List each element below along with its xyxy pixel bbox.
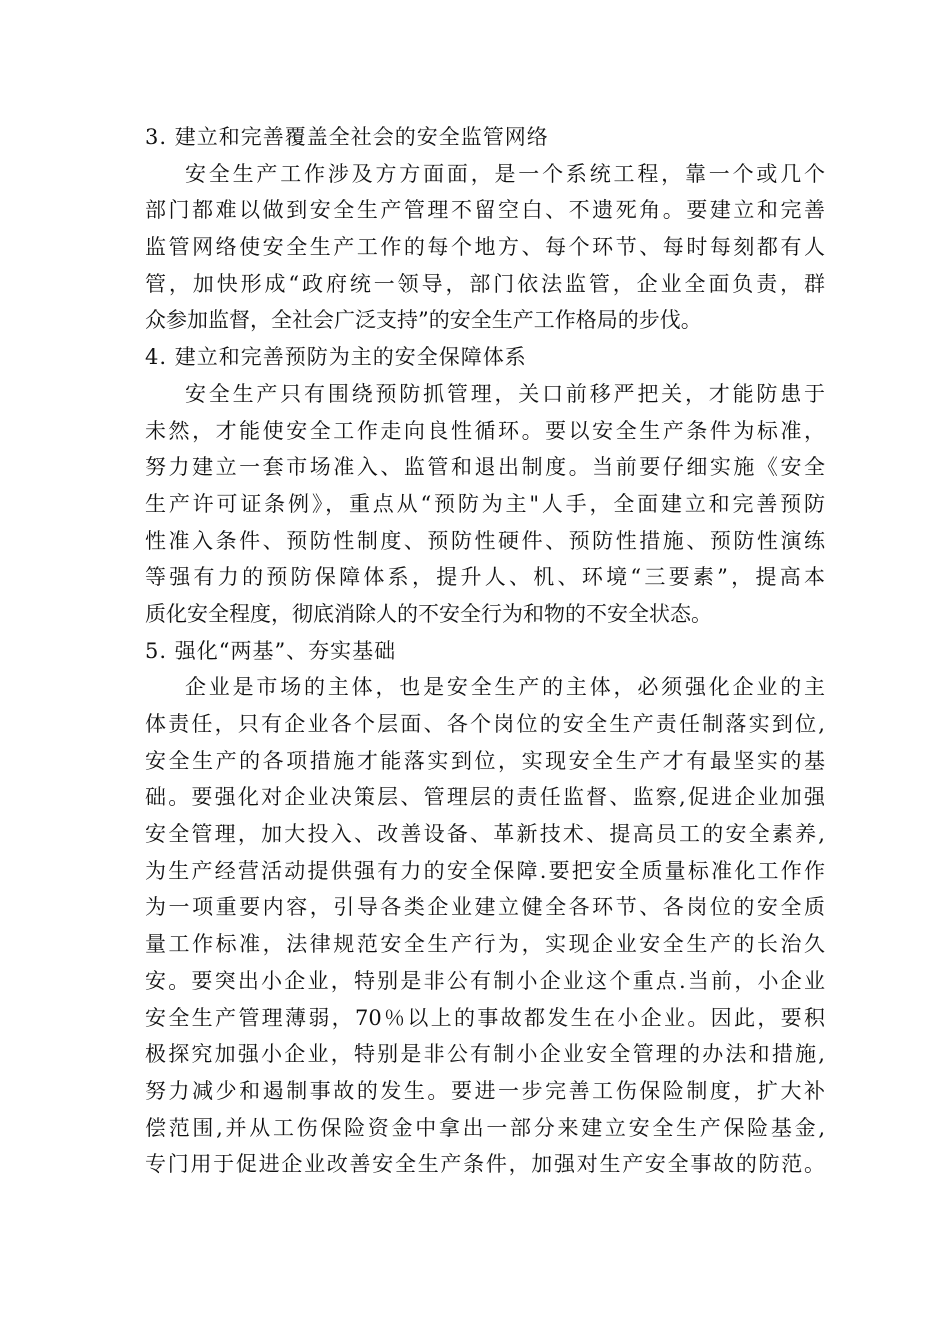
paragraph-line: 专门用于促进企业改善安全生产条件，加强对生产安全事故的防范。 xyxy=(145,1152,825,1177)
paragraph-line: 安全生产管理薄弱，70％以上的事故都发生在小企业。因此，要积 xyxy=(145,1005,825,1030)
paragraph-line: 偿范围,并从工伤保险资金中拿出一部分来建立安全生产保险基金, xyxy=(145,1115,825,1140)
paragraph-line: 努力建立一套市场准入、监管和退出制度。当前要仔细实施《安全 xyxy=(145,455,825,480)
paragraph-line: 性准入条件、预防性制度、预防性硬件、预防性措施、预防性演练 xyxy=(145,528,825,553)
paragraph-line: 企业是市场的主体，也是安全生产的主体，必须强化企业的主 xyxy=(185,675,825,700)
paragraph-line: 生产许可证条例》，重点从“预防为主"人手，全面建立和完善预防 xyxy=(145,491,825,516)
paragraph-line: 安全生产的各项措施才能落实到位，实现安全生产才有最坚实的基 xyxy=(145,748,825,773)
paragraph-line: 努力减少和遏制事故的发生。要进一步完善工伤保险制度，扩大补 xyxy=(145,1078,825,1103)
paragraph-line: 监管网络使安全生产工作的每个地方、每个环节、每时每刻都有人 xyxy=(145,235,825,260)
paragraph-line: 等强有力的预防保障体系，提升人、机、环境“三要素”，提高本 xyxy=(145,565,825,590)
paragraph-line: 为一项重要内容，引导各类企业建立健全各环节、各岗位的安全质 xyxy=(145,895,825,920)
paragraph-line: 极探究加强小企业，特别是非公有制小企业安全管理的办法和措施, xyxy=(145,1042,825,1067)
paragraph-line: 部门都难以做到安全生产管理不留空白、不遗死角。要建立和完善 xyxy=(145,198,825,223)
paragraph-line: 安全生产只有围绕预防抓管理，关口前移严把关，才能防患于 xyxy=(185,381,825,406)
paragraph-line: 管，加快形成“政府统一领导，部门依法监管，企业全面负责，群 xyxy=(145,271,825,296)
paragraph-line: 量工作标准，法律规范安全生产行为，实现企业安全生产的长治久 xyxy=(145,932,825,957)
paragraph-line: 众参加监督，全社会广泛支持”的安全生产工作格局的步伐。 xyxy=(145,308,702,333)
paragraph-line: 未然，才能使安全工作走向良性循环。要以安全生产条件为标准， xyxy=(145,418,825,443)
paragraph-line: 安全管理，加大投入、改善设备、革新技术、提高员工的安全素养, xyxy=(145,822,825,847)
section-heading: 3. 建立和完善覆盖全社会的安全监管网络 xyxy=(145,125,549,149)
paragraph-line: 安。要突出小企业，特别是非公有制小企业这个重点.当前，小企业 xyxy=(145,968,825,993)
paragraph-line: 安全生产工作涉及方方面面，是一个系统工程，靠一个或几个 xyxy=(185,161,825,186)
document-page xyxy=(145,119,825,1183)
section-heading: 4. 建立和完善预防为主的安全保障体系 xyxy=(145,345,527,370)
paragraph-line: 质化安全程度，彻底消除人的不安全行为和物的不安全状态。 xyxy=(145,601,712,626)
section-heading: 5. 强化“两基”、夯实基础 xyxy=(145,638,397,663)
paragraph-line: 础。要强化对企业决策层、管理层的责任监督、监察,促进企业加强 xyxy=(145,785,825,810)
paragraph-line: 为生产经营活动提供强有力的安全保障.要把安全质量标准化工作作 xyxy=(145,858,825,883)
paragraph-line: 体责任，只有企业各个层面、各个岗位的安全生产责任制落实到位, xyxy=(145,712,825,736)
